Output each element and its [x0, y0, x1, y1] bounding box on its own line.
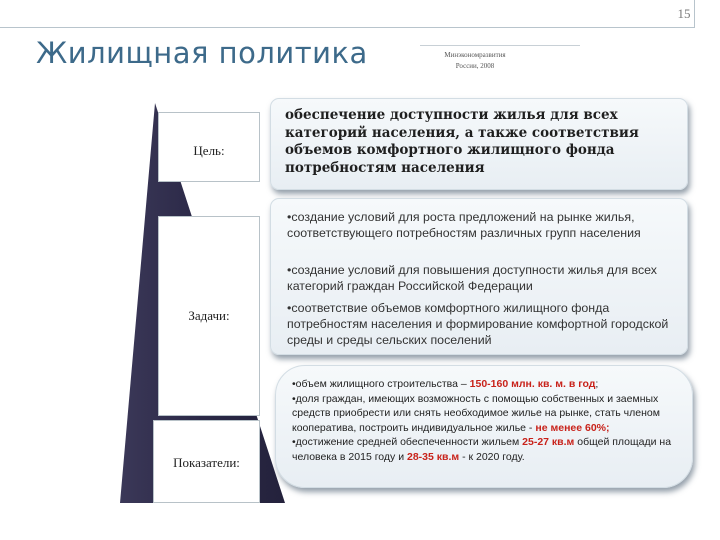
- goal-panel: [270, 98, 688, 190]
- source-line-1: Минэкономразвития: [444, 51, 506, 59]
- goal-label: Цель:: [193, 143, 225, 158]
- indicator-item: •доля граждан, имеющих возможность с помощью собственных и заемных средств приобрести или снять необходимое жилье на рынке, стать членом кооператива, построить индивидуальное жилье - не менее 60%;: [292, 392, 660, 434]
- tasks-label: Задачи:: [188, 308, 230, 323]
- indicators-list: [292, 377, 684, 464]
- indicator-item: •достижение средней обеспеченности жильем 25-27 кв.м общей площади на человека в 2015 году и 28-35 кв.м - к 2020 году.: [292, 436, 672, 463]
- goal-text: обеспечение доступности жилья для всех категорий населения, а также соответствия объемов комфортного жилищного фонда потребностям населения: [285, 107, 639, 176]
- tasks-label-box: [158, 216, 260, 416]
- goal-label-box: [158, 112, 260, 182]
- source-line-2: России, 2008: [455, 62, 495, 70]
- tasks-panel: [270, 198, 688, 355]
- task-item: •создание условий для роста предложений на рынке жилья, соответствующего потребностям различных групп населения: [287, 210, 641, 240]
- indicator-item: •объем жилищного строительства – 150-160 млн. кв. м. в год;: [292, 378, 599, 390]
- task-item: •создание условий для повышения доступности жилья для всех категорий граждан Российской Федерации: [287, 263, 657, 293]
- indicators-panel: [275, 365, 693, 488]
- page-title: Жилищная политика: [36, 36, 368, 70]
- slide-number: 15: [677, 6, 691, 21]
- indicators-label: Показатели:: [173, 455, 240, 470]
- task-item: •соответствие объемов комфортного жилищного фонда потребностям населения и формирование комфортной городской среды и среды сельских поселений: [287, 301, 669, 347]
- indicators-label-box: [153, 420, 260, 503]
